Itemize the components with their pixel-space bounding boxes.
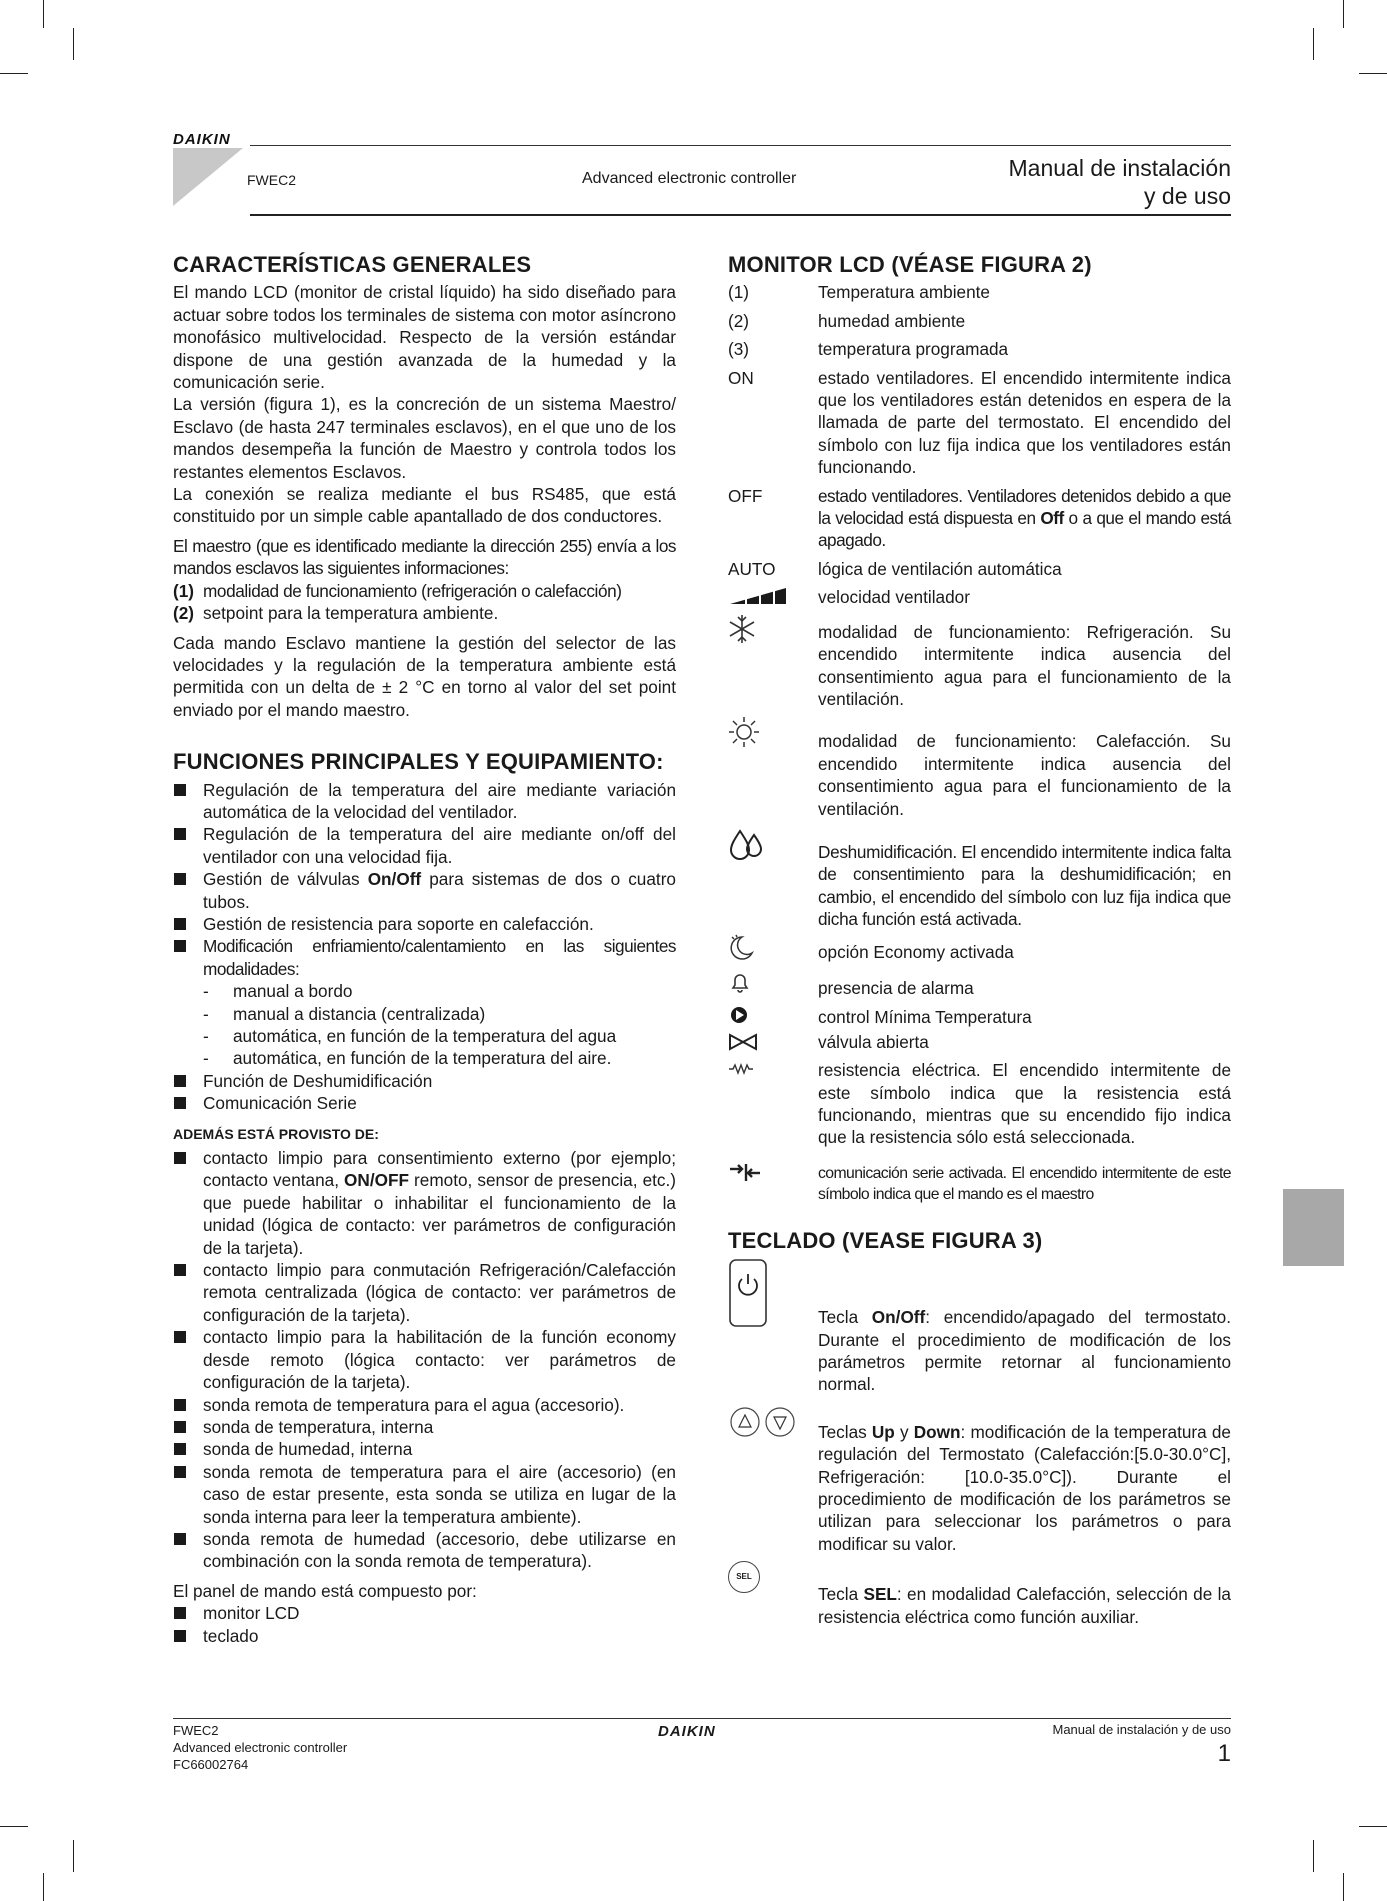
list-item: sonda de temperatura, interna (173, 1416, 676, 1438)
paragraph: La conexión se realiza mediante el bus RS485, que está constituido por un simple cable apantallado de dos conductores. (173, 484, 676, 527)
list-subitem: - manual a distancia (centralizada) (173, 1003, 676, 1025)
section-heading: CARACTERÍSTICAS GENERALES (173, 252, 532, 277)
paragraph: El maestro (que es identificado mediante la dirección 255) envía a los mandos esclavos las siguientes informaciones: (173, 535, 676, 579)
snowflake-icon (728, 621, 818, 711)
list-item: Modificación enfriamiento/calentamiento en las siguientes modalidades: - manual a bordo - manual a distancia (centralizada) - automática, en función de la temperatura del agua - automática, en función de la temperatura del aire. (173, 935, 676, 1069)
legend-row: (2) humedad ambiente (728, 310, 966, 331)
numbered-item: (1) modalidad de funcionamiento (refrigeración o calefacción) (173, 580, 622, 601)
key-row: Tecla On/Off: encendido/apagado del termostato. Durante el procedimiento de modificación de los parámetros permite retornar al funcionamiento normal. (728, 1258, 1231, 1396)
list-item: Gestión de válvulas On/Off para sistemas de dos o cuatro tubos. (173, 868, 676, 913)
equipment-list (173, 1147, 676, 1573)
crop-mark (1343, 0, 1344, 28)
header-rule-bottom (250, 214, 1231, 216)
right-column (728, 254, 1231, 1628)
power-icon (739, 1274, 757, 1295)
crop-mark (73, 28, 74, 60)
header-title-line2: y de uso (1144, 183, 1231, 209)
section-heading: MONITOR LCD (VÉASE FIGURA 2) (728, 252, 1092, 277)
list-item: Función de Deshumidificación (173, 1070, 676, 1092)
footer-left: FWEC2 Advanced electronic controller FC66002764 (173, 1723, 348, 1772)
legend-row: presencia de alarma (728, 977, 1231, 999)
legend-row: control Mínima Temperatura (728, 1006, 1231, 1028)
legend-row: opción Economy activada (728, 941, 1231, 963)
list-item: Regulación de la temperatura del aire mediante variación automática de la velocidad del ventilador. (173, 779, 676, 824)
crop-mark (0, 1826, 28, 1827)
legend-row: velocidad ventilador (728, 586, 1231, 608)
sun-icon (728, 730, 818, 820)
valve-icon (728, 1031, 818, 1053)
crop-mark (1359, 1826, 1387, 1827)
key-row: SEL Tecla SEL: en modalidad Calefacción, selección de la resistencia eléctrica como función auxiliar. (728, 1559, 1231, 1628)
header-model: FWEC2 (247, 172, 296, 188)
list-item: sonda remota de temperatura para el agua (accesorio). (173, 1394, 676, 1416)
page-number: 1 (1217, 1740, 1231, 1767)
header-subtitle: Advanced electronic controller (582, 170, 797, 187)
header-title (1009, 154, 1231, 210)
header-triangle (173, 148, 243, 206)
list-item: teclado (173, 1625, 676, 1647)
up-key[interactable] (731, 1408, 759, 1436)
list-item: sonda remota de humedad (accesorio, debe utilizarse en combinación con la sonda remota de temperatura). (173, 1528, 676, 1573)
paragraph: El panel de mando está compuesto por: (173, 1580, 477, 1601)
crop-mark (73, 1840, 74, 1872)
header-title-line1: Manual de instalación (1008, 155, 1231, 181)
crop-mark (43, 1873, 44, 1901)
paragraph: La versión (figura 1), es la concreción de un sistema Maestro/ Esclavo (de hasta 247 terminales esclavos), en el que uno de los mandos desempeña la función de Maestro y controla todos los restantes elementos Esclavos. (173, 394, 676, 482)
sel-key[interactable] (728, 1559, 818, 1628)
min-temp-icon (728, 1006, 818, 1028)
list-subitem: - manual a bordo (173, 980, 676, 1002)
resistor-icon (728, 1059, 818, 1149)
legend-row: (1) Temperatura ambiente (728, 282, 990, 303)
list-subitem: - automática, en función de la temperatura del aire. (173, 1047, 676, 1069)
list-item: contacto limpio para consentimiento externo (por ejemplo; contacto ventana, ON/OFF remoto, sensor de presencia, etc.) que puede habilitar o inhabilitar el funcionamiento de la unidad (lógica de contacto: ver parámetros de configuración de la tarjeta). (173, 1147, 676, 1259)
list-item: monitor LCD (173, 1602, 676, 1624)
list-item: Regulación de la temperatura del aire mediante on/off del ventilador con una velocidad fija. (173, 823, 676, 868)
header-rule-top (250, 145, 1231, 146)
up-down-keys (728, 1405, 818, 1555)
components-list (173, 1602, 676, 1647)
legend-row: OFF estado ventiladores. Ventiladores detenidos debido a que la velocidad está dispuesta en Off o a que el mando está apagado. (728, 485, 1231, 551)
list-item: Gestión de resistencia para soporte en calefacción. (173, 913, 676, 935)
list-subitem: - automática, en función de la temperatura del agua (173, 1025, 676, 1047)
serial-comm-icon (728, 1163, 818, 1205)
crop-mark (0, 73, 28, 74)
legend-row: AUTO lógica de ventilación automática (728, 558, 1062, 579)
header-logo: DAIKIN (173, 131, 231, 148)
list-item: sonda de humedad, interna (173, 1438, 676, 1460)
down-key[interactable] (766, 1408, 794, 1436)
legend-row: ON estado ventiladores. El encendido intermitente indica que los ventiladores están detenidos en espera de la llamada de parte del termostato. El encendido del símbolo con luz fija indica que los ventiladores están funcionando. (728, 367, 1231, 478)
list-item: contacto limpio para la habilitación de la función economy desde remoto (lógica contacto: ver parámetros de configuración de la tarjeta). (173, 1326, 676, 1393)
humidity-drops-icon (728, 841, 818, 931)
left-column (173, 254, 676, 1647)
crop-mark (1359, 73, 1387, 74)
legend-row: modalidad de funcionamiento: Calefacción. Su encendido intermitente indica ausencia del consentimiento agua para el funcionamiento de la ventilación. (728, 730, 1231, 820)
alarm-bell-icon (728, 977, 818, 999)
key-row: Teclas Up y Down: modificación de la temperatura de regulación del Termostato (Calefacción:[5.0-30.0°C], Refrigeración: [10.0-35.0°C]). Durante el procedimiento de modificación de los parámetros se utilizan para seleccionar los parámetros o para modificar su valor. (728, 1405, 1231, 1555)
section-heading: TECLADO (VEASE FIGURA 3) (728, 1227, 1043, 1253)
legend-row: (3) temperatura programada (728, 339, 1009, 360)
legend-row: modalidad de funcionamiento: Refrigeración. Su encendido intermitente indica ausencia del consentimiento agua para el funcionamiento de la ventilación. (728, 621, 1231, 711)
footer-rule (173, 1718, 1231, 1719)
crop-mark (43, 0, 44, 28)
crop-mark (1343, 1873, 1344, 1901)
legend-row: Deshumidificación. El encendido intermitente indica falta de consentimiento para la deshumidificación; en cambio, el encendido del símbolo con luz fija indica que dicha función está activada. (728, 841, 1231, 931)
crop-mark (1313, 1840, 1314, 1872)
fan-speed-icon (728, 586, 818, 608)
sel-key-label: SEL (728, 1561, 760, 1593)
feature-list (173, 779, 676, 1115)
onoff-key[interactable] (728, 1258, 818, 1396)
list-item: sonda remota de temperatura para el aire (accesorio) (en caso de estar presente, esta sonda se utiliza en lugar de la sonda interna para leer la temperatura ambiente). (173, 1461, 676, 1528)
legend-row: válvula abierta (728, 1031, 1231, 1053)
legend-row: resistencia eléctrica. El encendido intermitente de este símbolo indica que la resistencia está funcionando, mientras que su encendido fijo indica que la resistencia sólo está seleccionada. (728, 1059, 1231, 1149)
footer-manual-title: Manual de instalación y de uso (1052, 1722, 1231, 1737)
moon-economy-icon (728, 941, 818, 963)
paragraph: Cada mando Esclavo mantiene la gestión del selector de las velocidades y la regulación de la temperatura ambiente está permitida con un delta de ± 2 °C en torno al valor del set point enviado por el mando maestro. (173, 632, 676, 720)
footer-logo: DAIKIN (658, 1723, 716, 1740)
section-heading: FUNCIONES PRINCIPALES Y EQUIPAMIENTO: (173, 749, 664, 775)
subheading: ADEMÁS ESTÁ PROVISTO DE: (173, 1125, 379, 1142)
numbered-item: (2) setpoint para la temperatura ambiente. (173, 603, 499, 624)
list-item: Comunicación Serie (173, 1092, 676, 1114)
legend-row: comunicación serie activada. El encendido intermitente de este símbolo indica que el mando es el maestro (728, 1163, 1231, 1205)
crop-mark (1313, 28, 1314, 60)
list-item: contacto limpio para conmutación Refrigeración/Calefacción remota centralizada (lógica de contacto: ver parámetros de configuración de la tarjeta). (173, 1259, 676, 1326)
side-tab (1283, 1189, 1344, 1266)
paragraph: El mando LCD (monitor de cristal líquido) ha sido diseñado para actuar sobre todos los terminales de sistema con motor asíncrono monofásico multivelocidad. Respecto de la versión estándar dispone de una gestión avanzada de la humedad y la comunicación serie. (173, 282, 676, 393)
